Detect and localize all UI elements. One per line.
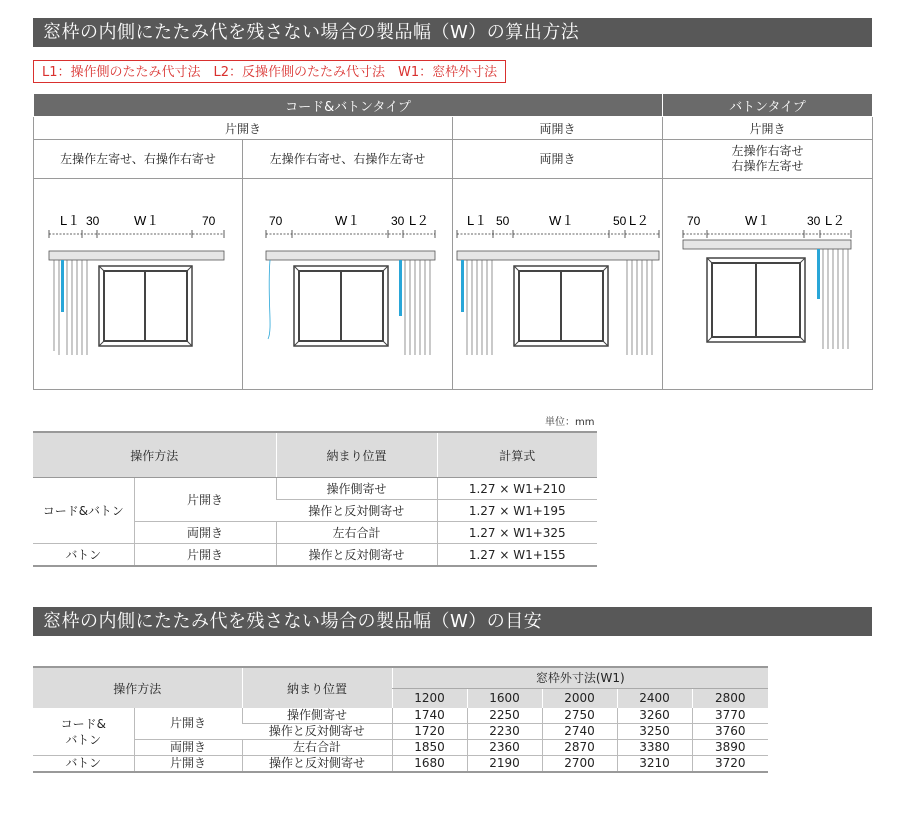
value: 2250 [467,708,542,724]
value: 1720 [392,724,467,740]
p2-30: 30 [391,214,405,228]
method-cord-baton: コード&バトン [33,478,134,544]
p3-l2: L２ [629,213,650,228]
open-type: 片開き [134,708,242,740]
position-4b: 右操作左寄せ [731,159,804,173]
col-formula: 計算式 [437,432,597,478]
diagram-panel-2 [243,179,453,390]
value: 2360 [467,740,542,756]
value: 2740 [542,724,617,740]
size-2000: 2000 [542,688,617,708]
value: 3210 [617,756,692,773]
position-2: 左操作右寄せ、右操作左寄せ [243,140,453,179]
formula: 1.27 × W1+210 [437,478,597,500]
diagram-panel-3 [453,179,663,390]
value: 2870 [542,740,617,756]
formula: 1.27 × W1+195 [437,500,597,522]
method-baton: バトン [33,756,134,773]
formula: 1.27 × W1+325 [437,522,597,544]
value: 3720 [692,756,768,773]
col-position: 納まり位置 [242,667,392,708]
size-1600: 1600 [467,688,542,708]
p2-w1: W１ [335,213,361,228]
section-title-guide: 窓枠の内側にたたみ代を残さない場合の製品幅（W）の目安 [33,607,872,636]
method-cord-baton: コード& バトン [33,708,134,756]
table-row [33,544,597,567]
open-single-baton: 片開き [663,117,873,140]
section-title-calc: 窓枠の内側にたたみ代を残さない場合の製品幅（W）の算出方法 [33,18,872,47]
value: 3760 [692,724,768,740]
value: 1680 [392,756,467,773]
formula-table [33,431,597,567]
legend-note: L1：操作側のたたみ代寸法 L2：反操作側のたたみ代寸法 W1：窓枠外寸法 [33,60,506,83]
value: 2750 [542,708,617,724]
value: 2190 [467,756,542,773]
value: 3890 [692,740,768,756]
open-double: 両開き [453,117,663,140]
p3-50a: 50 [496,214,510,228]
p3-50b: 50 [613,214,627,228]
diagram-panel-4 [663,179,873,390]
p4-70: 70 [687,214,701,228]
position: 操作と反対側寄せ [242,756,392,773]
open-type: 両開き [134,740,242,756]
p1-l1: L１ [60,213,81,228]
p4-l2: L２ [825,213,846,228]
p2-l2: L２ [409,213,430,228]
diagram-panel-1 [34,179,243,390]
p3-w1: W１ [549,213,575,228]
header-baton: バトンタイプ [663,94,873,117]
open-type: 両開き [134,522,276,544]
position: 左右合計 [276,522,437,544]
open-type: 片開き [134,756,242,773]
formula: 1.27 × W1+155 [437,544,597,567]
open-type: 片開き [134,544,276,567]
table-row [33,478,597,500]
col-method: 操作方法 [33,432,276,478]
value: 1850 [392,740,467,756]
position: 操作と反対側寄せ [242,724,392,740]
p1-70: 70 [202,214,216,228]
value: 2230 [467,724,542,740]
header-cord-baton: コード&バトンタイプ [34,94,663,117]
value: 2700 [542,756,617,773]
col-window-size: 窓枠外寸法(W1) [392,667,768,688]
p2-70: 70 [269,214,283,228]
position-1: 左操作左寄せ、右操作右寄せ [34,140,243,179]
position: 操作側寄せ [276,478,437,500]
position-3: 両開き [453,140,663,179]
size-1200: 1200 [392,688,467,708]
open-single-cord: 片開き [34,117,453,140]
value: 3260 [617,708,692,724]
table-row [33,740,768,756]
position: 操作側寄せ [242,708,392,724]
size-2400: 2400 [617,688,692,708]
table-row [33,708,768,724]
p4-w1: W１ [745,213,771,228]
p4-30: 30 [807,214,821,228]
value: 3250 [617,724,692,740]
p3-l1: L１ [467,213,488,228]
value: 1740 [392,708,467,724]
table-row [33,756,768,773]
method-baton: バトン [33,544,134,567]
position: 操作と反対側寄せ [276,500,437,522]
value: 3770 [692,708,768,724]
value: 3380 [617,740,692,756]
diagram-table [33,93,873,390]
col-method: 操作方法 [33,667,242,708]
unit-label: 単位：mm [545,417,595,428]
position-4a: 左操作右寄せ [731,144,804,158]
position: 操作と反対側寄せ [276,544,437,567]
p1-30: 30 [86,214,100,228]
position: 左右合計 [242,740,392,756]
p1-w1: W１ [134,213,160,228]
col-position: 納まり位置 [276,432,437,478]
position-4 [663,140,873,179]
open-type: 片開き [134,478,276,522]
size-2800: 2800 [692,688,768,708]
width-guide-table [33,666,768,773]
